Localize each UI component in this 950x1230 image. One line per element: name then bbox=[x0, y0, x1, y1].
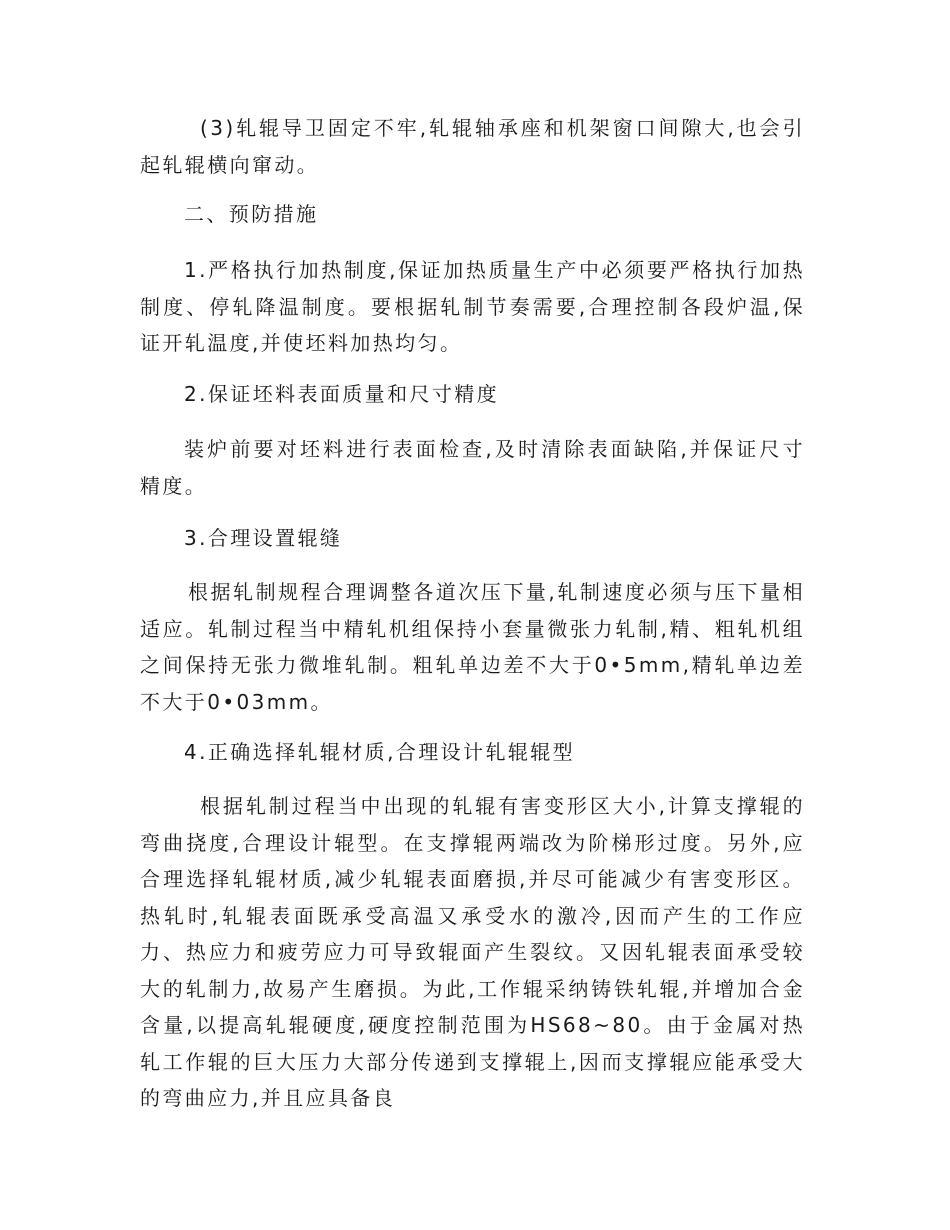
paragraph-roll-gap: 根据轧制规程合理调整各道次压下量,轧制速度必须与压下量相适应。轧制过程当中精轧机组保持小套量微张力轧制,精、粗轧机组之间保持无张力微堆轧制。粗轧单边差不大于0•5mm,精轧单边差不大于0•03mm。 bbox=[140, 580, 805, 714]
heading-roll-material: 4.正确选择轧辊材质,合理设计轧辊辊型 bbox=[184, 740, 576, 764]
paragraph-roll-material: 根据轧制过程当中出现的轧辊有害变形区大小,计算支撑辊的弯曲挠度,合理设计辊型。在支撑辊两端改为阶梯形过度。另外,应合理选择轧辊材质,减少轧辊表面磨损,并尽可能减少有害变形区。热轧时,轧辊表面既承受高温又承受水的激冷,因而产生的工作应力、热应力和疲劳应力可导致辊面产生裂纹。又因轧辊表面承受较大的轧制力,故易产生磨损。为此,工作辊采纳铸铁轧辊,并增加合金含量,以提高轧辊硬度,硬度控制范围为HS68~80。由于金属对热轧工作辊的巨大压力大部分传递到支撑辊上,因而支撑辊应能承受大的弯曲应力,并且应具备良 bbox=[140, 794, 805, 1110]
heading-roll-gap: 3.合理设置辊缝 bbox=[184, 526, 343, 550]
paragraph-billet-inspection: 装炉前要对坯料进行表面检查,及时清除表面缺陷,并保证尺寸精度。 bbox=[140, 437, 805, 498]
paragraph-roll-guide-cause: (3)轧辊导卫固定不牢,轧辊轴承座和机架窗口间隙大,也会引起轧辊横向窜动。 bbox=[140, 116, 805, 177]
heading-billet-quality: 2.保证坯料表面质量和尺寸精度 bbox=[184, 382, 500, 406]
section-heading-prevention: 二、预防措施 bbox=[184, 202, 319, 226]
paragraph-heating-regime: 1.严格执行加热制度,保证加热质量生产中必须要严格执行加热制度、停轧降温制度。要根据轧制节奏需要,合理控制各段炉温,保证开轧温度,并使坯料加热均匀。 bbox=[140, 258, 805, 355]
